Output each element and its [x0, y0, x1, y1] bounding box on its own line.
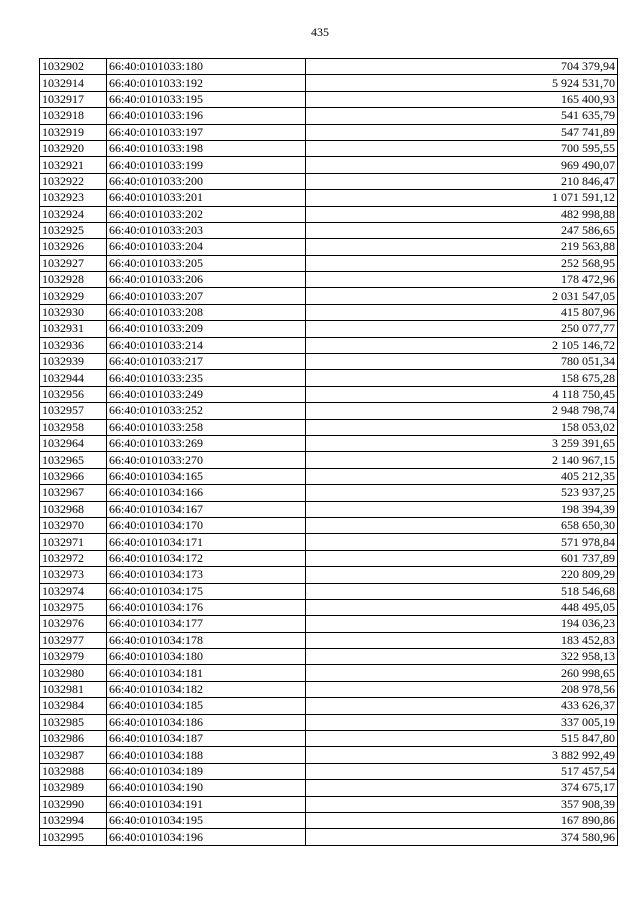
cadastral-number-cell: 66:40:0101033:196 [107, 108, 306, 124]
table-row [40, 403, 618, 419]
table-row [40, 157, 618, 173]
row-id-cell: 1032964 [40, 435, 107, 451]
cadastral-number-cell: 66:40:0101033:199 [107, 157, 306, 173]
amount-cell: 601 737,89 [306, 550, 618, 566]
amount-cell: 969 490,07 [306, 157, 618, 173]
row-id-cell: 1032985 [40, 714, 107, 730]
row-id-cell: 1032936 [40, 337, 107, 353]
amount-cell: 547 741,89 [306, 124, 618, 140]
cadastral-number-cell: 66:40:0101034:181 [107, 665, 306, 681]
table-row [40, 698, 618, 714]
table-row [40, 272, 618, 288]
row-id-cell: 1032924 [40, 206, 107, 222]
amount-cell: 165 400,93 [306, 91, 618, 107]
cadastral-number-cell: 66:40:0101034:171 [107, 534, 306, 550]
amount-cell: 219 563,88 [306, 239, 618, 255]
table-row [40, 140, 618, 156]
amount-cell: 208 978,56 [306, 681, 618, 697]
table-row [40, 386, 618, 402]
amount-cell: 178 472,96 [306, 272, 618, 288]
table-row [40, 517, 618, 533]
row-id-cell: 1032927 [40, 255, 107, 271]
amount-cell: 517 457,54 [306, 763, 618, 779]
cadastral-number-cell: 66:40:0101034:173 [107, 567, 306, 583]
cadastral-number-cell: 66:40:0101034:195 [107, 812, 306, 828]
table-row [40, 812, 618, 828]
amount-cell: 374 675,17 [306, 780, 618, 796]
row-id-cell: 1032973 [40, 567, 107, 583]
row-id-cell: 1032956 [40, 386, 107, 402]
row-id-cell: 1032931 [40, 321, 107, 337]
row-id-cell: 1032939 [40, 354, 107, 370]
row-id-cell: 1032928 [40, 272, 107, 288]
amount-cell: 374 580,96 [306, 829, 618, 845]
amount-cell: 658 650,30 [306, 517, 618, 533]
cadastral-number-cell: 66:40:0101033:209 [107, 321, 306, 337]
table-row [40, 354, 618, 370]
table-row [40, 599, 618, 615]
amount-cell: 5 924 531,70 [306, 75, 618, 91]
cadastral-number-cell: 66:40:0101034:170 [107, 517, 306, 533]
amount-cell: 780 051,34 [306, 354, 618, 370]
row-id-cell: 1032970 [40, 517, 107, 533]
cadastral-number-cell: 66:40:0101034:177 [107, 616, 306, 632]
row-id-cell: 1032971 [40, 534, 107, 550]
amount-cell: 482 998,88 [306, 206, 618, 222]
row-id-cell: 1032929 [40, 288, 107, 304]
cadastral-number-cell: 66:40:0101034:187 [107, 731, 306, 747]
row-id-cell: 1032988 [40, 763, 107, 779]
cadastral-number-cell: 66:40:0101033:235 [107, 370, 306, 386]
cadastral-number-cell: 66:40:0101033:200 [107, 173, 306, 189]
amount-cell: 183 452,83 [306, 632, 618, 648]
cadastral-number-cell: 66:40:0101034:166 [107, 485, 306, 501]
cadastral-number-cell: 66:40:0101033:198 [107, 140, 306, 156]
amount-cell: 2 140 967,15 [306, 452, 618, 468]
table-row [40, 239, 618, 255]
table-row [40, 370, 618, 386]
table-row [40, 501, 618, 517]
row-id-cell: 1032965 [40, 452, 107, 468]
amount-cell: 405 212,35 [306, 468, 618, 484]
amount-cell: 704 379,94 [306, 59, 618, 75]
amount-cell: 2 948 798,74 [306, 403, 618, 419]
row-id-cell: 1032918 [40, 108, 107, 124]
amount-cell: 433 626,37 [306, 698, 618, 714]
cadastral-number-cell: 66:40:0101034:165 [107, 468, 306, 484]
cadastral-number-cell: 66:40:0101034:188 [107, 747, 306, 763]
amount-cell: 4 118 750,45 [306, 386, 618, 402]
amount-cell: 198 394,39 [306, 501, 618, 517]
row-id-cell: 1032987 [40, 747, 107, 763]
cadastral-number-cell: 66:40:0101033:180 [107, 59, 306, 75]
cadastral-number-cell: 66:40:0101033:252 [107, 403, 306, 419]
table-row [40, 222, 618, 238]
cadastral-number-cell: 66:40:0101034:196 [107, 829, 306, 845]
table-row [40, 534, 618, 550]
table-row [40, 780, 618, 796]
table-row [40, 763, 618, 779]
table-row [40, 583, 618, 599]
table-row [40, 632, 618, 648]
amount-cell: 247 586,65 [306, 222, 618, 238]
table-row [40, 173, 618, 189]
row-id-cell: 1032921 [40, 157, 107, 173]
amount-cell: 210 846,47 [306, 173, 618, 189]
cadastral-number-cell: 66:40:0101033:208 [107, 304, 306, 320]
cadastral-number-cell: 66:40:0101033:270 [107, 452, 306, 468]
row-id-cell: 1032957 [40, 403, 107, 419]
table-row [40, 108, 618, 124]
table-row [40, 567, 618, 583]
amount-cell: 2 031 547,05 [306, 288, 618, 304]
cadastral-number-cell: 66:40:0101034:186 [107, 714, 306, 730]
amount-cell: 518 546,68 [306, 583, 618, 599]
table-row [40, 337, 618, 353]
amount-cell: 322 958,13 [306, 649, 618, 665]
table-row [40, 190, 618, 206]
amount-cell: 3 259 391,65 [306, 435, 618, 451]
amount-cell: 1 071 591,12 [306, 190, 618, 206]
amount-cell: 252 568,95 [306, 255, 618, 271]
cadastral-number-cell: 66:40:0101034:178 [107, 632, 306, 648]
cadastral-number-cell: 66:40:0101033:269 [107, 435, 306, 451]
table-row [40, 550, 618, 566]
cadastral-number-cell: 66:40:0101034:182 [107, 681, 306, 697]
amount-cell: 158 053,02 [306, 419, 618, 435]
amount-cell: 515 847,80 [306, 731, 618, 747]
registry-table-body [40, 59, 618, 846]
row-id-cell: 1032925 [40, 222, 107, 238]
amount-cell: 3 882 992,49 [306, 747, 618, 763]
table-row [40, 435, 618, 451]
cadastral-number-cell: 66:40:0101033:192 [107, 75, 306, 91]
row-id-cell: 1032917 [40, 91, 107, 107]
table-row [40, 452, 618, 468]
row-id-cell: 1032979 [40, 649, 107, 665]
cadastral-number-cell: 66:40:0101033:207 [107, 288, 306, 304]
table-row [40, 485, 618, 501]
amount-cell: 415 807,96 [306, 304, 618, 320]
amount-cell: 2 105 146,72 [306, 337, 618, 353]
amount-cell: 337 005,19 [306, 714, 618, 730]
row-id-cell: 1032930 [40, 304, 107, 320]
amount-cell: 357 908,39 [306, 796, 618, 812]
cadastral-number-cell: 66:40:0101033:249 [107, 386, 306, 402]
amount-cell: 158 675,28 [306, 370, 618, 386]
row-id-cell: 1032966 [40, 468, 107, 484]
row-id-cell: 1032926 [40, 239, 107, 255]
amount-cell: 220 809,29 [306, 567, 618, 583]
cadastral-number-cell: 66:40:0101033:206 [107, 272, 306, 288]
table-row [40, 288, 618, 304]
row-id-cell: 1032990 [40, 796, 107, 812]
row-id-cell: 1032968 [40, 501, 107, 517]
cadastral-number-cell: 66:40:0101033:214 [107, 337, 306, 353]
table-row [40, 731, 618, 747]
cadastral-number-cell: 66:40:0101034:175 [107, 583, 306, 599]
amount-cell: 448 495,05 [306, 599, 618, 615]
table-row [40, 75, 618, 91]
row-id-cell: 1032980 [40, 665, 107, 681]
row-id-cell: 1032977 [40, 632, 107, 648]
row-id-cell: 1032995 [40, 829, 107, 845]
table-row [40, 255, 618, 271]
table-row [40, 714, 618, 730]
cadastral-number-cell: 66:40:0101034:180 [107, 649, 306, 665]
cadastral-number-cell: 66:40:0101034:191 [107, 796, 306, 812]
row-id-cell: 1032923 [40, 190, 107, 206]
table-row [40, 419, 618, 435]
cadastral-number-cell: 66:40:0101033:204 [107, 239, 306, 255]
row-id-cell: 1032958 [40, 419, 107, 435]
amount-cell: 260 998,65 [306, 665, 618, 681]
page-number: 435 [311, 25, 329, 39]
row-id-cell: 1032976 [40, 616, 107, 632]
row-id-cell: 1032920 [40, 140, 107, 156]
amount-cell: 194 036,23 [306, 616, 618, 632]
table-row [40, 468, 618, 484]
row-id-cell: 1032967 [40, 485, 107, 501]
table-row [40, 829, 618, 845]
cadastral-number-cell: 66:40:0101033:202 [107, 206, 306, 222]
cadastral-number-cell: 66:40:0101033:203 [107, 222, 306, 238]
table-row [40, 747, 618, 763]
row-id-cell: 1032975 [40, 599, 107, 615]
amount-cell: 700 595,55 [306, 140, 618, 156]
cadastral-number-cell: 66:40:0101034:185 [107, 698, 306, 714]
table-row [40, 206, 618, 222]
cadastral-number-cell: 66:40:0101033:195 [107, 91, 306, 107]
table-row [40, 796, 618, 812]
row-id-cell: 1032974 [40, 583, 107, 599]
cadastral-number-cell: 66:40:0101034:167 [107, 501, 306, 517]
amount-cell: 541 635,79 [306, 108, 618, 124]
table-row [40, 665, 618, 681]
table-row [40, 616, 618, 632]
amount-cell: 571 978,84 [306, 534, 618, 550]
row-id-cell: 1032902 [40, 59, 107, 75]
amount-cell: 250 077,77 [306, 321, 618, 337]
registry-table [39, 58, 618, 846]
cadastral-number-cell: 66:40:0101034:190 [107, 780, 306, 796]
row-id-cell: 1032919 [40, 124, 107, 140]
row-id-cell: 1032994 [40, 812, 107, 828]
cadastral-number-cell: 66:40:0101033:197 [107, 124, 306, 140]
amount-cell: 523 937,25 [306, 485, 618, 501]
cadastral-number-cell: 66:40:0101033:217 [107, 354, 306, 370]
amount-cell: 167 890,86 [306, 812, 618, 828]
table-row [40, 304, 618, 320]
row-id-cell: 1032944 [40, 370, 107, 386]
cadastral-number-cell: 66:40:0101034:189 [107, 763, 306, 779]
cadastral-number-cell: 66:40:0101034:172 [107, 550, 306, 566]
row-id-cell: 1032972 [40, 550, 107, 566]
row-id-cell: 1032914 [40, 75, 107, 91]
table-row [40, 124, 618, 140]
table-row [40, 649, 618, 665]
table-row [40, 91, 618, 107]
table-row [40, 681, 618, 697]
row-id-cell: 1032989 [40, 780, 107, 796]
cadastral-number-cell: 66:40:0101033:205 [107, 255, 306, 271]
row-id-cell: 1032986 [40, 731, 107, 747]
row-id-cell: 1032922 [40, 173, 107, 189]
row-id-cell: 1032984 [40, 698, 107, 714]
row-id-cell: 1032981 [40, 681, 107, 697]
cadastral-number-cell: 66:40:0101033:258 [107, 419, 306, 435]
cadastral-number-cell: 66:40:0101034:176 [107, 599, 306, 615]
cadastral-number-cell: 66:40:0101033:201 [107, 190, 306, 206]
table-row [40, 59, 618, 75]
table-row [40, 321, 618, 337]
